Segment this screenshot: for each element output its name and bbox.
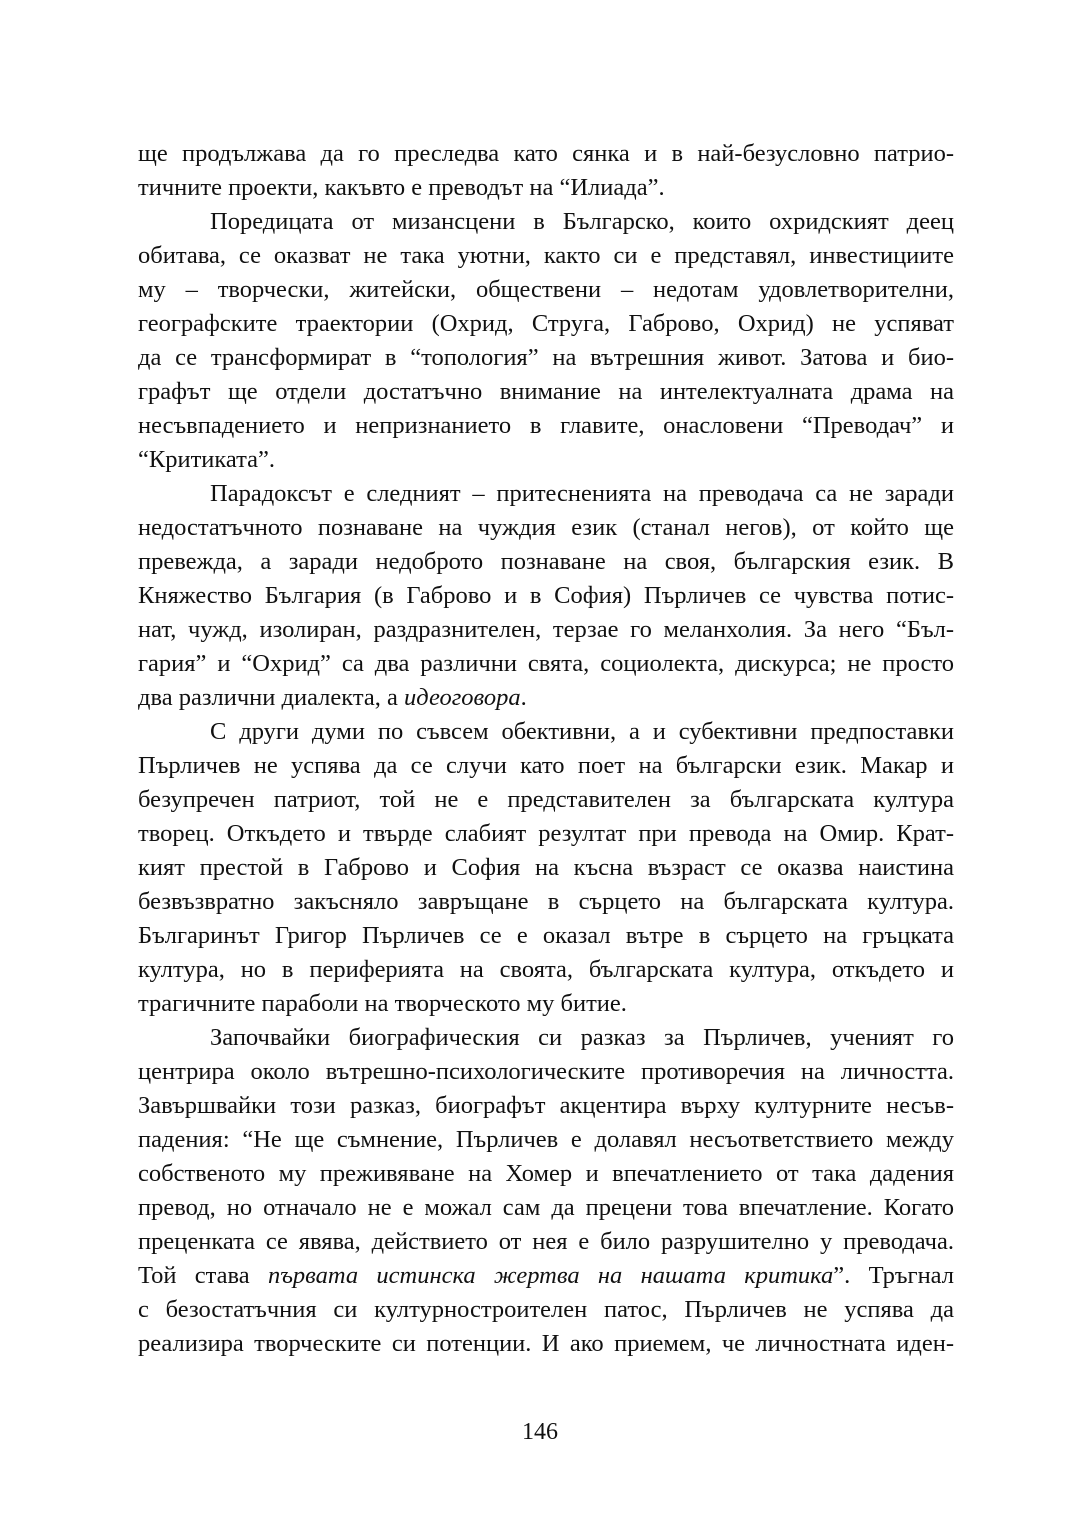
paragraph-2 bbox=[138, 205, 954, 477]
text-line: с безостатъчния си културностроителен патос, Пърличев не успява да bbox=[138, 1296, 954, 1323]
text-line: Поредицата от мизансцени в Българско, които охридският деец bbox=[210, 208, 954, 235]
text-line: Парадоксът е следният – притесненията на преводача са не заради bbox=[210, 480, 954, 507]
text-line: Започвайки биографическия си разказ за Пърличев, ученият го bbox=[210, 1024, 954, 1051]
text-line: географските траектории (Охрид, Струга, Габрово, Охрид) не успяват bbox=[138, 310, 954, 337]
text-line: Той става първата истинска жертва на нашата критика”. Тръгнал bbox=[138, 1262, 955, 1289]
text-line: С други думи по съвсем обективни, а и субективни предпоставки bbox=[210, 718, 954, 745]
text-line: Княжество България (в Габрово и в София) Пърличев се чувства потис- bbox=[138, 582, 954, 609]
text-line: безвъзвратно закъсняло завръщане в сърцето на българската култура. bbox=[138, 888, 954, 915]
text-line: кият престой в Габрово и София на късна възраст се оказва наистина bbox=[138, 854, 954, 881]
text-line: безупречен патриот, той не е представителен за българската култура bbox=[138, 786, 954, 813]
text-line: центрира около вътрешно-психологическите противоречия на личността. bbox=[138, 1058, 954, 1085]
text-line: собственото му преживяване на Хомер и впечатлението от така дадения bbox=[138, 1160, 954, 1187]
text-line: тичните проекти, какъвто е преводът на “Илиада”. bbox=[138, 174, 665, 201]
text-line: недостатъчното познаване на чуждия език (станал негов), от който ще bbox=[138, 514, 954, 541]
text-line: му – творчески, житейски, обществени – недотам удовлетворителни, bbox=[138, 276, 954, 303]
italic-term: идеоговора bbox=[404, 684, 521, 711]
text-line: обитава, се оказват не така уютни, както си е представял, инвестициите bbox=[138, 242, 954, 269]
text-line: преценката се явява, действието от нея е било разрушително у преводача. bbox=[138, 1228, 954, 1255]
italic-quote: първата истинска жертва на нашата критика bbox=[267, 1262, 834, 1289]
text-line: графът ще отдели достатъчно внимание на интелектуалната драма на bbox=[138, 378, 954, 405]
text-line: гария” и “Охрид” са два различни свята, социолекта, дискурса; не просто bbox=[138, 650, 954, 677]
text-line: трагичните параболи на творческото му битие. bbox=[138, 990, 627, 1017]
text-line: падения: “Не ще съмнение, Пърличев е долавял несъответствието между bbox=[138, 1126, 954, 1153]
text-line: Българинът Григор Пърличев се е оказал вътре в сърцето на гръцката bbox=[138, 922, 954, 949]
text-line: творец. Откъдето и твърде слабият резултат при превода на Омир. Крат- bbox=[138, 820, 954, 847]
text-line: да се трансформират в “топология” на вътрешния живот. Затова и био- bbox=[138, 344, 954, 371]
text-line: нат, чужд, изолиран, раздразнителен, терзае го меланхолия. За него “Бъл- bbox=[138, 616, 954, 643]
text-line: ще продължава да го преследва като сянка и в най-безусловно патрио- bbox=[138, 140, 954, 167]
text-line: Пърличев не успява да се случи като поет на български език. Макар и bbox=[138, 752, 954, 779]
paragraph-1 bbox=[138, 137, 954, 205]
text-line: Завършвайки този разказ, биографът акцентира върху културните несъв- bbox=[138, 1092, 954, 1119]
page-number: 146 bbox=[522, 1419, 558, 1445]
text-line: реализира творческите си потенции. И ако приемем, че личностната иден- bbox=[138, 1330, 954, 1357]
main-text bbox=[138, 137, 954, 1361]
text-line: култура, но в периферията на своята, българската култура, откъдето и bbox=[138, 956, 954, 983]
paragraph-3 bbox=[138, 477, 954, 715]
page-body bbox=[138, 137, 954, 1377]
text-line: два различни диалекта, а идеоговора. bbox=[138, 684, 527, 711]
text-line: несъвпадението и непризнанието в главите, онасловени “Преводач” и bbox=[138, 412, 954, 439]
paragraph-4 bbox=[138, 715, 954, 1021]
text-line: превод, но отначало не е можал сам да прецени това впечатление. Когато bbox=[138, 1194, 954, 1221]
paragraph-5 bbox=[138, 1021, 954, 1361]
text-line: “Критиката”. bbox=[138, 446, 276, 473]
text-line: превежда, а заради недоброто познаване на своя, българския език. В bbox=[138, 548, 954, 575]
